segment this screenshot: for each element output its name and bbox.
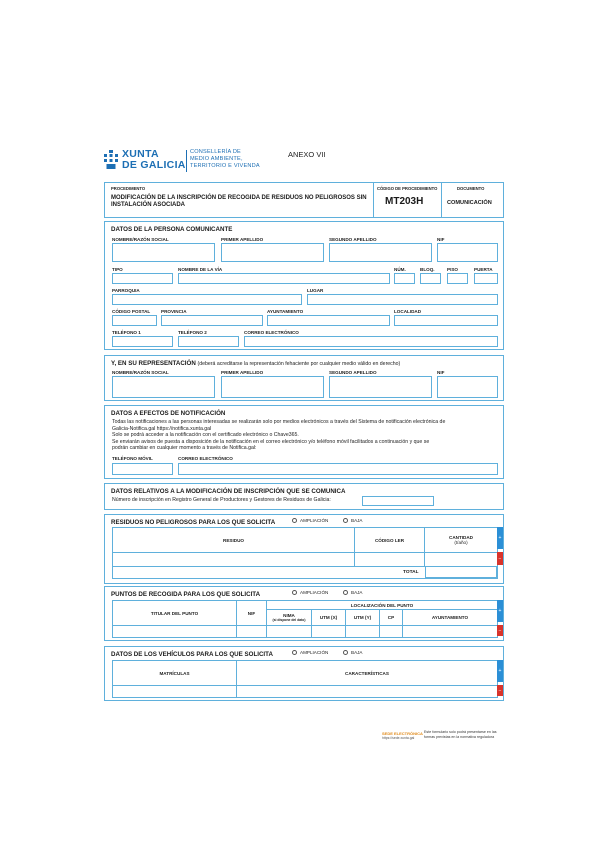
radio-label: BAJA — [351, 590, 363, 595]
label-apellido1: PRIMER APELLIDO — [221, 237, 264, 242]
sede-electronica-logo — [382, 731, 423, 740]
procedure-box — [104, 182, 504, 218]
telefono2-field[interactable] — [178, 336, 239, 347]
col-cantidad-unit: (t/año) — [454, 540, 468, 545]
footer-note: Este formulario solo podrá presentarse en las formas previstas en la normativa reguladora — [424, 730, 497, 739]
label-notif-correo: CORREO ELECTRÓNICO — [178, 456, 233, 461]
sede-url: https://sede.xunta.gal — [382, 736, 415, 740]
document-value: COMUNICACIÓN — [447, 200, 492, 206]
notif-text-1: Todas las notificaciones a las personas interesadas se realizarán solo por medios electrónicos a través del Sistema de notificación electrónica de — [112, 419, 446, 425]
radio-label: AMPLIACIÓN — [300, 590, 329, 595]
codigo-ler-cell[interactable] — [355, 553, 425, 566]
col-ayuntamiento: AYUNTAMIENTO — [431, 615, 469, 620]
section-title: DATOS RELATIVOS A LA MODIFICACIÓN DE INSCRIPCIÓN QUE SE COMUNICA — [111, 488, 346, 495]
col-utm-x: UTM (X) — [312, 610, 346, 625]
titular-cell[interactable] — [113, 626, 237, 637]
nima-cell[interactable] — [267, 626, 312, 637]
radio-baja[interactable] — [343, 590, 363, 595]
radio-label: BAJA — [351, 518, 363, 523]
section-title: DATOS DE LOS VEHÍCULOS PARA LOS QUE SOLICITA — [111, 651, 273, 658]
section-representacion — [104, 355, 504, 401]
procedure-code: MT203H — [385, 196, 424, 207]
telefono1-field[interactable] — [112, 336, 173, 347]
section-persona — [104, 221, 504, 350]
rep-title: Y, EN SU REPRESENTACIÓN — [111, 360, 196, 367]
radio-label: BAJA — [351, 650, 363, 655]
utm-y-cell[interactable] — [346, 626, 380, 637]
label-puerta: PUERTA — [474, 267, 493, 272]
procedure-title: MODIFICACIÓN DE LA INSCRIPCIÓN DE RECOGIDA DE RESIDUOS NO PELIGROSOS SIN INSTALACIÓN ASOCIADA — [111, 195, 367, 209]
add-row-icon[interactable]: + — [497, 527, 503, 549]
section-title: PUNTOS DE RECOGIDA PARA LOS QUE SOLICITA — [111, 591, 261, 598]
radio-icon — [343, 650, 348, 655]
tipo-field[interactable] — [112, 273, 173, 284]
label-cp: CÓDIGO POSTAL — [112, 309, 151, 314]
localidad-field[interactable] — [394, 315, 498, 326]
procedure-label: PROCEDIMENTO — [111, 186, 146, 191]
ayuntamiento-field[interactable] — [267, 315, 390, 326]
label-apellido2: SEGUNDO APELLIDO — [329, 237, 377, 242]
col-matriculas: MATRÍCULAS — [113, 661, 237, 685]
label-provincia: PROVINCIA — [161, 309, 187, 314]
ayuntamiento-cell[interactable] — [403, 626, 497, 637]
lugar-field[interactable] — [307, 294, 498, 305]
label-telefono1: TELÉFONO 1 — [112, 330, 141, 335]
col-nima — [267, 610, 312, 625]
label-rep-nif: NIF — [437, 370, 445, 375]
registro-label: Número de inscripción en Registro General de Productores y Gestores de Residuos de Galicia: — [112, 497, 331, 503]
label-lugar: LUGAR — [307, 288, 324, 293]
col-nima-note: (si dispone del dato) — [272, 618, 306, 622]
rep-apellido2-field[interactable] — [329, 376, 432, 398]
label-piso: PISO — [447, 267, 458, 272]
radio-icon — [292, 650, 297, 655]
parroquia-field[interactable] — [112, 294, 302, 305]
col-utm-y: UTM (Y) — [346, 610, 380, 625]
xunta-logo-icon — [104, 150, 118, 170]
rep-nombre-field[interactable] — [112, 376, 215, 398]
label-ayuntamiento: AYUNTAMIENTO — [267, 309, 304, 314]
caracteristicas-cell[interactable] — [237, 686, 497, 697]
via-field[interactable] — [178, 273, 390, 284]
total-label: TOTAL — [403, 570, 419, 575]
section-title: RESIDUOS NO PELIGROSOS PARA LOS QUE SOLICITA — [111, 519, 276, 526]
radio-ampliacion[interactable] — [292, 650, 328, 655]
dept-line1: CONSELLERÍA DE — [190, 149, 241, 155]
radio-icon — [292, 590, 297, 595]
label-rep-apellido2: SEGUNDO APELLIDO — [329, 370, 377, 375]
col-caracteristicas: CARACTERÍSTICAS — [345, 670, 389, 676]
bloq-field[interactable] — [420, 273, 441, 284]
vehiculos-table — [112, 660, 498, 698]
xunta-logo — [104, 148, 274, 174]
label-movil: TELÉFONO MÓVIL — [112, 456, 153, 461]
label-localidad: LOCALIDAD — [394, 309, 422, 314]
section-title: DATOS DE LA PERSONA COMUNICANTE — [111, 226, 233, 233]
notif-text-2: Galicia-Notifica.gal https://notifica.xunta.gal — [112, 425, 212, 432]
radio-label: AMPLIACIÓN — [300, 650, 329, 655]
col-nima-label: NIMA — [283, 613, 295, 618]
radio-icon — [292, 518, 297, 523]
col-nif: NIF — [237, 601, 267, 625]
num-field[interactable] — [394, 273, 415, 284]
logo-line2: DE GALICIA — [122, 159, 186, 171]
section-title: DATOS A EFECTOS DE NOTIFICACIÓN — [111, 410, 226, 417]
total-field — [425, 566, 497, 578]
radio-icon — [343, 590, 348, 595]
annex-label: ANEXO VII — [288, 150, 326, 159]
apellido2-field[interactable] — [329, 243, 432, 262]
cantidad-cell[interactable] — [425, 553, 497, 566]
movil-field[interactable] — [112, 463, 173, 475]
cp-field[interactable] — [112, 315, 157, 326]
col-localizacion: LOCALIZACIÓN DEL PUNTO — [267, 601, 497, 610]
delete-row-icon[interactable]: − — [497, 552, 503, 565]
sede-label: SEDE ELECTRÓNICA — [382, 731, 423, 736]
dept-line3: TERRITORIO E VIVENDA — [190, 163, 260, 169]
correo-field[interactable] — [244, 336, 498, 347]
section-notificacion — [104, 405, 504, 479]
radio-icon — [343, 518, 348, 523]
label-num: NÚM. — [394, 267, 406, 272]
radio-baja[interactable] — [343, 650, 363, 655]
document-label: DOCUMENTO — [457, 186, 485, 191]
provincia-field[interactable] — [161, 315, 263, 326]
nombre-field[interactable] — [112, 243, 215, 262]
puntos-table — [112, 600, 498, 638]
rep-nif-field[interactable] — [437, 376, 498, 398]
delete-row-icon[interactable]: − — [497, 625, 503, 636]
rep-note: (deberá acreditarse la representación fehaciente por cualquier medio válido en derecho) — [197, 361, 401, 367]
section-vehiculos — [104, 646, 504, 701]
add-row-icon[interactable]: + — [497, 600, 503, 622]
col-codigo-ler: CÓDIGO LER — [355, 528, 425, 552]
residuos-table — [112, 527, 498, 579]
section-title — [111, 360, 400, 367]
residuo-cell[interactable] — [113, 553, 355, 566]
label-correo: CORREO ELECTRÓNICO — [244, 330, 299, 335]
col-cantidad — [425, 528, 497, 552]
label-nif: NIF — [437, 237, 445, 242]
radio-ampliacion[interactable] — [292, 590, 328, 595]
section-puntos — [104, 586, 504, 641]
logo-separator — [186, 150, 187, 172]
radio-label: AMPLIACIÓN — [300, 518, 329, 523]
nif-cell[interactable] — [237, 626, 267, 637]
label-parroquia: PARROQUIA — [112, 288, 140, 293]
registro-field[interactable] — [362, 496, 434, 506]
label-bloq: BLOQ. — [420, 267, 435, 272]
label-via: NOMBRE DE LA VÍA — [178, 267, 223, 272]
label-telefono2: TELÉFONO 2 — [178, 330, 207, 335]
notif-text-4: Se enviarán avisos de puesta a disposición de la notificación en el correo electrónico y/o teléfono móvil facilitados a continuación y que se — [112, 438, 430, 445]
col-residuo: RESIDUO — [113, 528, 355, 552]
code-label: CÓDIGO DE PROCEDIMIENTO — [377, 186, 438, 191]
col-titular: TITULAR DEL PUNTO — [113, 601, 237, 625]
label-nombre: NOMBRE/RAZÓN SOCIAL — [112, 237, 169, 242]
add-row-icon[interactable]: + — [497, 660, 503, 682]
notif-correo-field[interactable] — [178, 463, 498, 475]
logo-line1: XUNTA — [122, 148, 159, 160]
rep-apellido1-field[interactable] — [221, 376, 324, 398]
col-cantidad-label: CANTIDAD — [449, 535, 473, 540]
cp-cell[interactable] — [380, 626, 403, 637]
section-modificacion — [104, 483, 504, 510]
col-cp: CP — [380, 610, 403, 625]
nif-field[interactable] — [437, 243, 498, 262]
label-rep-apellido1: PRIMER APELLIDO — [221, 370, 264, 375]
utm-x-cell[interactable] — [312, 626, 346, 637]
matricula-cell[interactable] — [113, 686, 237, 697]
radio-baja[interactable] — [343, 518, 363, 523]
label-rep-nombre: NOMBRE/RAZÓN SOCIAL — [112, 370, 169, 375]
delete-row-icon[interactable]: − — [497, 685, 503, 696]
dept-line2: MEDIO AMBIENTE, — [190, 156, 243, 162]
piso-field[interactable] — [447, 273, 468, 284]
puerta-field[interactable] — [474, 273, 498, 284]
radio-ampliacion[interactable] — [292, 518, 328, 523]
notif-text-5: podrán cambiar en cualquier momento a través de Notifica.gal: — [112, 445, 257, 451]
section-residuos — [104, 514, 504, 584]
apellido1-field[interactable] — [221, 243, 324, 262]
notif-text-3: Solo se podrá acceder a la notificación con el certificado electrónico o Chave365. — [112, 432, 299, 438]
label-tipo: TIPO — [112, 267, 123, 272]
